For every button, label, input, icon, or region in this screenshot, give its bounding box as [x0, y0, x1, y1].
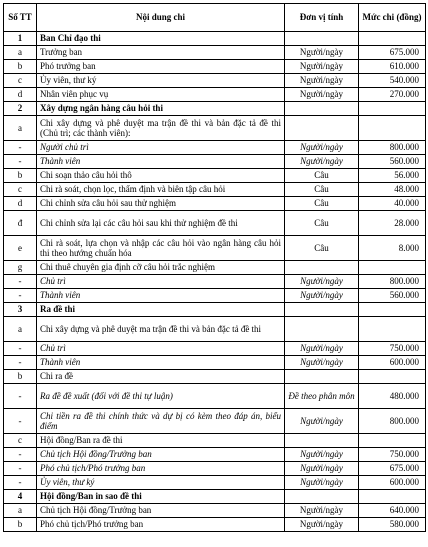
row-unit: Người/ngày [285, 88, 359, 102]
row-stt: - [4, 462, 37, 476]
table-row [4, 434, 426, 448]
row-stt: 3 [4, 303, 37, 317]
header-unit: Đơn vị tính [285, 4, 359, 32]
row-amount: 28.000 [359, 211, 426, 236]
header-amount: Mức chi (đồng) [359, 4, 426, 32]
row-unit: Đề theo phân môn [285, 384, 359, 409]
expense-table [3, 3, 426, 532]
table-row [4, 32, 426, 46]
table-row [4, 448, 426, 462]
row-unit: Người/ngày [285, 462, 359, 476]
row-unit [285, 370, 359, 384]
row-unit: Người/ngày [285, 289, 359, 303]
row-stt: - [4, 289, 37, 303]
row-amount: 40.000 [359, 197, 426, 211]
row-content: Chi thuê chuyên gia định cỡ câu hỏi trắc nghiệm [37, 261, 285, 275]
row-content: Chủ tịch Hội đồng/Trưởng ban [37, 504, 285, 518]
row-stt: - [4, 448, 37, 462]
row-amount: 750.000 [359, 448, 426, 462]
row-unit [285, 116, 359, 141]
row-content: Chủ trì [37, 342, 285, 356]
table-row [4, 462, 426, 476]
row-unit [285, 102, 359, 116]
row-amount: 580.000 [359, 518, 426, 532]
row-unit [285, 490, 359, 504]
row-content: Người chủ trì [37, 141, 285, 155]
row-unit [285, 261, 359, 275]
table-row [4, 116, 426, 141]
row-stt: c [4, 183, 37, 197]
row-content: Chi xây dựng và phê duyệt ma trận đề thi và bản đặc tả đề thi [37, 317, 285, 342]
header-row [4, 4, 426, 32]
row-content: Ra đề thi [37, 303, 285, 317]
table-row [4, 289, 426, 303]
row-stt: a [4, 317, 37, 342]
row-unit [285, 434, 359, 448]
row-amount [359, 434, 426, 448]
row-stt: - [4, 275, 37, 289]
table-row [4, 141, 426, 155]
row-unit: Người/ngày [285, 141, 359, 155]
row-amount [359, 102, 426, 116]
row-unit [285, 32, 359, 46]
row-amount: 675.000 [359, 462, 426, 476]
table-row [4, 303, 426, 317]
row-stt: - [4, 155, 37, 169]
row-amount: 640.000 [359, 504, 426, 518]
row-unit: Người/ngày [285, 155, 359, 169]
row-unit [285, 303, 359, 317]
row-content: Chi ra đề [37, 370, 285, 384]
table-row [4, 476, 426, 490]
row-amount: 560.000 [359, 289, 426, 303]
row-unit: Người/ngày [285, 448, 359, 462]
row-amount [359, 317, 426, 342]
row-amount: 480.000 [359, 384, 426, 409]
row-content: Phó chủ tịch/Phó trưởng ban [37, 518, 285, 532]
row-amount: 610.000 [359, 60, 426, 74]
table-row [4, 102, 426, 116]
row-amount [359, 490, 426, 504]
row-unit: Câu [285, 211, 359, 236]
table-row [4, 183, 426, 197]
row-amount: 800.000 [359, 409, 426, 434]
table-row [4, 155, 426, 169]
row-unit: Người/ngày [285, 60, 359, 74]
row-stt: g [4, 261, 37, 275]
table-row [4, 275, 426, 289]
row-unit: Câu [285, 169, 359, 183]
row-stt: - [4, 409, 37, 434]
row-amount [359, 116, 426, 141]
row-stt: đ [4, 211, 37, 236]
row-unit: Người/ngày [285, 356, 359, 370]
row-content: Thành viên [37, 356, 285, 370]
row-stt: 2 [4, 102, 37, 116]
row-stt: d [4, 197, 37, 211]
row-content: Chi tiền ra đề thi chính thức và dự bị có kèm theo đáp án, biểu điểm [37, 409, 285, 434]
row-stt: e [4, 236, 37, 261]
table-row [4, 490, 426, 504]
table-row [4, 74, 426, 88]
row-stt: - [4, 356, 37, 370]
row-amount: 8.000 [359, 236, 426, 261]
row-content: Phó chủ tịch/Phó trưởng ban [37, 462, 285, 476]
header-stt: Số TT [4, 4, 37, 32]
row-amount: 800.000 [359, 275, 426, 289]
row-content: Chủ trì [37, 275, 285, 289]
row-content: Xây dựng ngân hàng câu hỏi thi [37, 102, 285, 116]
row-stt: - [4, 384, 37, 409]
row-unit: Câu [285, 236, 359, 261]
row-stt: 1 [4, 32, 37, 46]
table-row [4, 370, 426, 384]
header-content: Nội dung chi [37, 4, 285, 32]
row-unit: Người/ngày [285, 476, 359, 490]
table-row [4, 197, 426, 211]
row-unit: Câu [285, 183, 359, 197]
table-row [4, 261, 426, 275]
row-content: Chi rà soát, chọn lọc, thẩm định và biên tập câu hỏi [37, 183, 285, 197]
row-stt: a [4, 504, 37, 518]
table-row [4, 504, 426, 518]
row-amount: 750.000 [359, 342, 426, 356]
table-row [4, 384, 426, 409]
row-amount: 56.000 [359, 169, 426, 183]
row-unit: Người/ngày [285, 46, 359, 60]
row-stt: - [4, 476, 37, 490]
row-content: Phó trưởng ban [37, 60, 285, 74]
row-content: Hội đồng/Ban in sao đề thi [37, 490, 285, 504]
row-unit [285, 317, 359, 342]
row-content: Nhân viên phục vụ [37, 88, 285, 102]
table-row [4, 518, 426, 532]
row-unit: Người/ngày [285, 342, 359, 356]
row-unit: Người/ngày [285, 409, 359, 434]
row-amount: 270.000 [359, 88, 426, 102]
row-amount: 540.000 [359, 74, 426, 88]
row-unit: Người/ngày [285, 74, 359, 88]
row-amount: 600.000 [359, 356, 426, 370]
table-row [4, 169, 426, 183]
row-content: Thành viên [37, 289, 285, 303]
row-unit: Người/ngày [285, 275, 359, 289]
row-amount [359, 303, 426, 317]
row-content: Ủy viên, thư ký [37, 476, 285, 490]
table-row [4, 46, 426, 60]
table-row [4, 342, 426, 356]
table-row [4, 88, 426, 102]
row-stt: b [4, 60, 37, 74]
row-content: Ra đề đề xuất (đối với đề thi tự luận) [37, 384, 285, 409]
row-stt: a [4, 116, 37, 141]
table-row [4, 356, 426, 370]
row-stt: b [4, 370, 37, 384]
row-content: Chi xây dựng và phê duyệt ma trận đề thi và bản đặc tả đề thi (Chủ trì; các thành viên): [37, 116, 285, 141]
row-amount: 48.000 [359, 183, 426, 197]
row-stt: c [4, 434, 37, 448]
row-stt: - [4, 342, 37, 356]
row-stt: c [4, 74, 37, 88]
row-stt: - [4, 141, 37, 155]
row-stt: d [4, 88, 37, 102]
table-row [4, 409, 426, 434]
table-row [4, 317, 426, 342]
row-amount: 800.000 [359, 141, 426, 155]
table-row [4, 60, 426, 74]
row-content: Chi chỉnh sửa lại các câu hỏi sau khi thử nghiệm đề thi [37, 211, 285, 236]
row-amount: 600.000 [359, 476, 426, 490]
row-unit: Người/ngày [285, 518, 359, 532]
row-amount: 560.000 [359, 155, 426, 169]
row-stt: b [4, 169, 37, 183]
row-content: Thành viên [37, 155, 285, 169]
row-content: Chi rà soát, lựa chọn và nhập các câu hỏi vào ngân hàng câu hỏi thi theo hướng chuẩn hóa [37, 236, 285, 261]
row-amount: 675.000 [359, 46, 426, 60]
row-content: Chi chỉnh sửa câu hỏi sau thử nghiệm [37, 197, 285, 211]
row-amount [359, 370, 426, 384]
row-stt: a [4, 46, 37, 60]
row-unit: Câu [285, 197, 359, 211]
row-content: Hội đồng/Ban ra đề thi [37, 434, 285, 448]
row-content: Chi soạn thảo câu hỏi thô [37, 169, 285, 183]
row-content: Ủy viên, thư ký [37, 74, 285, 88]
table-row [4, 211, 426, 236]
row-content: Trưởng ban [37, 46, 285, 60]
row-stt: 4 [4, 490, 37, 504]
row-unit: Người/ngày [285, 504, 359, 518]
row-amount [359, 32, 426, 46]
row-content: Chủ tịch Hội đồng/Trưởng ban [37, 448, 285, 462]
row-stt: b [4, 518, 37, 532]
table-row [4, 236, 426, 261]
row-content: Ban Chỉ đạo thi [37, 32, 285, 46]
row-amount [359, 261, 426, 275]
